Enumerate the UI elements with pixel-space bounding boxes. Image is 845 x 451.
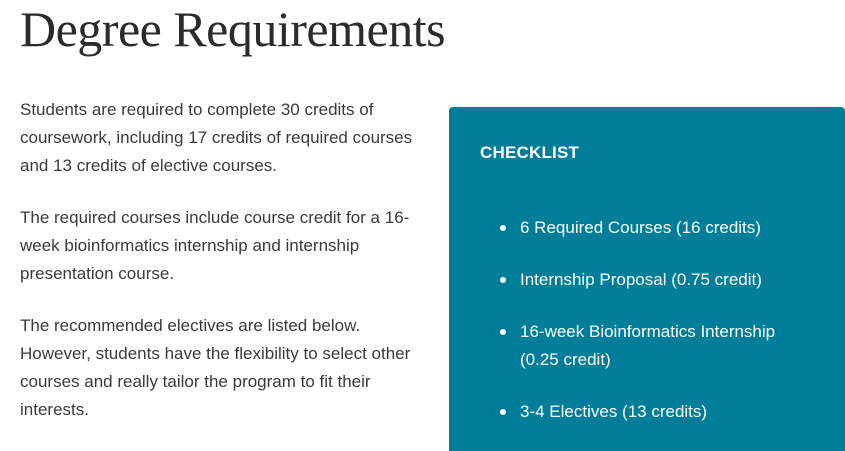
checklist-item-label: 16-week Bioinformatics Internship (0.25 credit) <box>520 322 776 369</box>
intro-paragraph-coursework: Students are required to complete 30 credits of coursework, including 17 credits of required courses and 13 credits of elective courses. <box>20 100 413 175</box>
checklist-item-electives <box>500 398 810 426</box>
bullet-icon <box>500 277 506 283</box>
checklist-item-internship-proposal <box>500 266 810 294</box>
intro-paragraph-internship: The required courses include course credit for a 16-week bioinformatics internship and internship presentation course. <box>20 208 410 283</box>
checklist-item-label: Internship Proposal (0.75 credit) <box>520 270 762 289</box>
bullet-icon <box>500 409 506 415</box>
checklist-heading: CHECKLIST <box>480 143 580 162</box>
intro-paragraph-electives: The recommended electives are listed below. However, students have the flexibility to select other courses and really tailor the program to fit their interests. <box>20 316 411 419</box>
checklist-list <box>500 214 810 450</box>
checklist-panel <box>449 107 845 451</box>
checklist-item-required-courses <box>500 214 810 242</box>
checklist-item-internship <box>500 318 810 374</box>
intro-section <box>20 96 425 448</box>
checklist-item-label: 6 Required Courses (16 credits) <box>520 218 761 237</box>
page-title: Degree Requirements <box>20 1 446 57</box>
bullet-icon <box>500 329 506 335</box>
bullet-icon <box>500 225 506 231</box>
checklist-item-label: 3-4 Electives (13 credits) <box>520 402 708 421</box>
